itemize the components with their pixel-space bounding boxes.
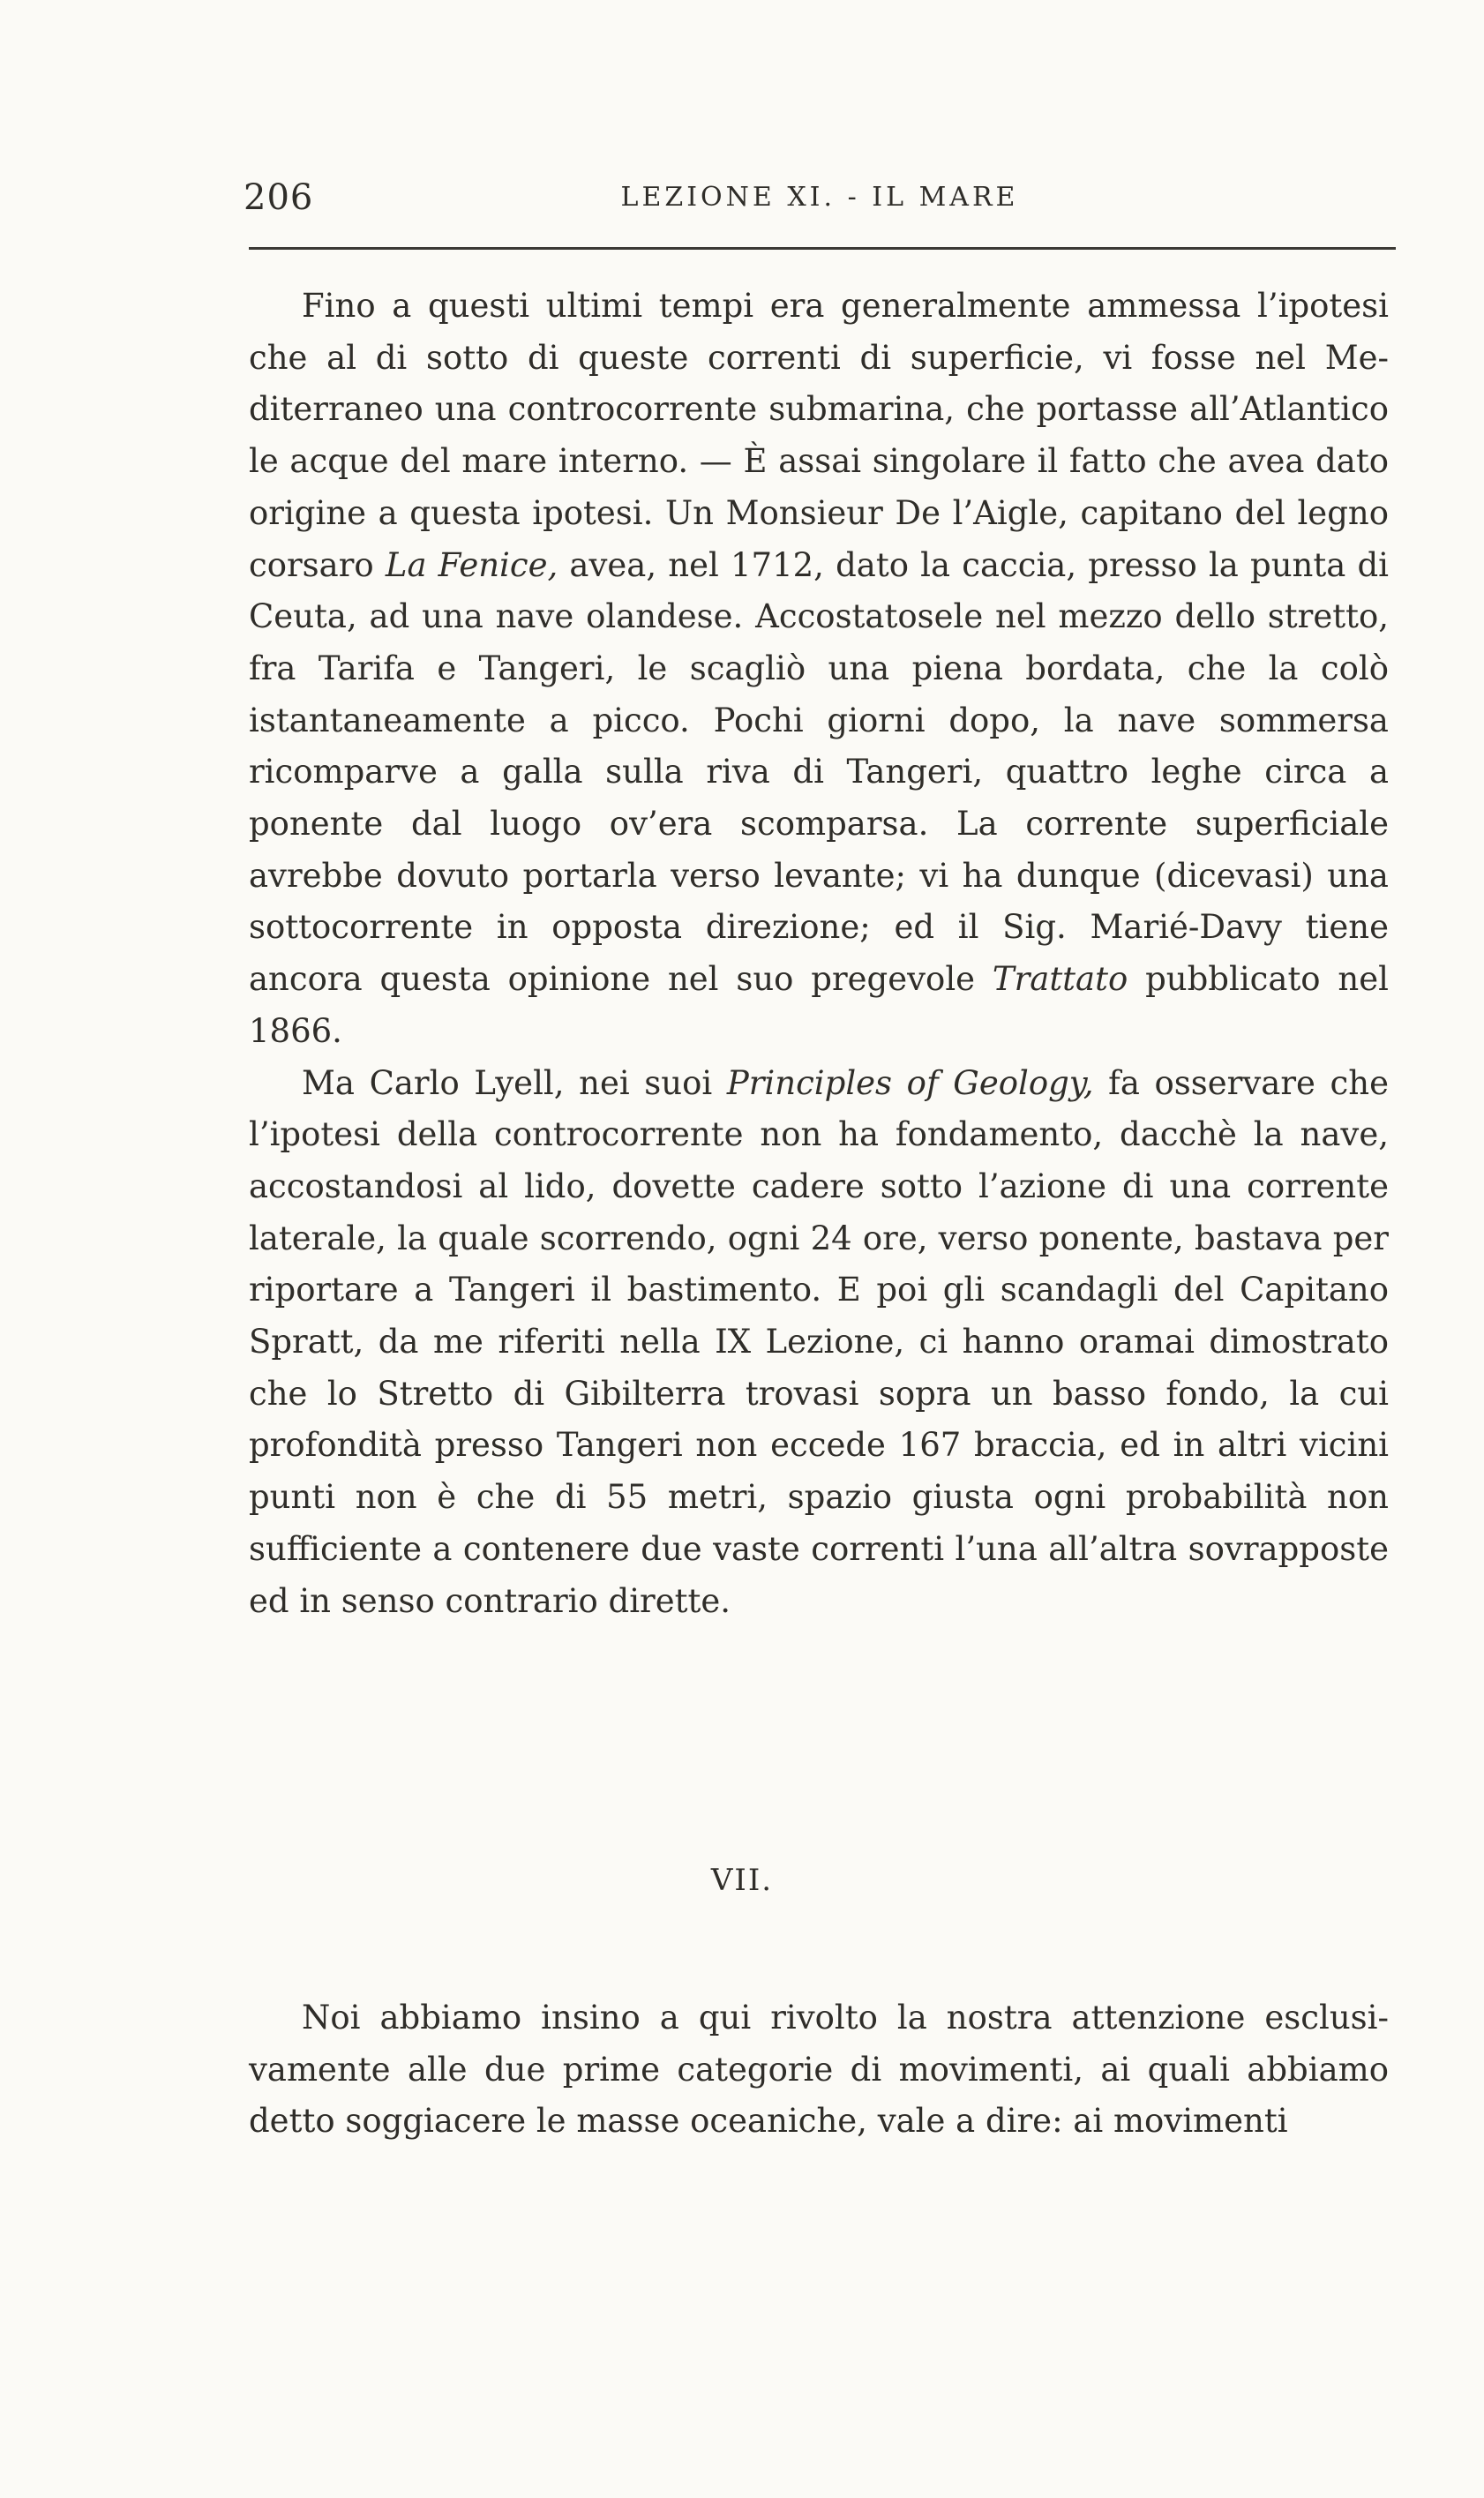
page-header: [244, 175, 1396, 228]
paragraph-1-text-2: avea, nel 1712, dato la caccia, presso la punta di Ceuta, ad una nave olandese. Accostatosele nel mezzo dello stretto, fra Tarifa e Tangeri, le scagliò una piena bordata, che la colò istantaneamente a picco. Pochi giorni dopo, la nave sommersa ricomparve a galla sulla riva di Tangeri, quattro leghe circa a ponente dal luogo ov’era scomparsa. La corrente superficiale avrebbe dovuto portarla verso levante; vi ha dunque (dicevasi) una sottocorrente in opposta direzione; ed il Sig. Marié-Davy tiene ancora questa opinione nel suo pregevole: [249, 545, 1389, 999]
header-rule: [249, 247, 1396, 250]
book-title-principles: Principles of Geology,: [726, 1063, 1094, 1102]
running-head: LEZIONE XI. - IL MARE: [620, 182, 1019, 213]
section-heading: VII.: [710, 1863, 774, 1898]
page-number: 206: [244, 177, 314, 218]
paragraph-3: Noi abbiamo insino a qui rivolto la nostra attenzione esclusivamente alle due prime categorie di movimenti, ai quali abbiamo detto soggiacere le masse oceaniche, vale a dire: ai movimenti: [249, 1999, 1389, 2141]
paragraph-2-text-2: fa osservare che l’ipotesi della controcorrente non ha fondamento, dacchè la nave, accostandosi al lido, dovette cadere sotto l’azione di una corrente laterale, la quale scorrendo, ogni 24 ore, verso ponente, bastava per riportare a Tangeri il bastimento. E poi gli scandagli del Capitano Spratt, da me riferiti nella IX Lezione, ci hanno oramai dimostrato che lo Stretto di Gibilterra trovasi sopra un basso fondo, la cui profondità presso Tangeri non eccede 167 braccia, ed in altri vicini punti non è che di 55 metri, spazio giusta ogni probabilità non sufficiente a contenere due vaste correnti l’una all’altra sovrapposte ed in senso contrario dirette.: [249, 1063, 1389, 1620]
paragraph-2: [249, 1058, 1389, 1628]
body-text: [249, 281, 1389, 1627]
book-title-trattato: Trattato: [992, 960, 1128, 999]
paragraph-1-text-3: pubblicato nel 1866.: [249, 960, 1389, 1050]
paragraph-1-text-1: Fino a questi ultimi tempi era generalmente ammessa l’ipotesi che al di sotto di queste correnti di superficie, vi fosse nel Mediterraneo una controcorrente submarina, che portasse all’Atlantico le acque del mare interno. — È assai singolare il fatto che avea dato origine a questa ipotesi. Un Monsieur De l’Aigle, capitano del legno corsaro: [249, 287, 1389, 584]
paragraph-1: [249, 281, 1389, 1058]
body-text-section-vii: [249, 1992, 1389, 2148]
ship-name: La Fenice,: [385, 545, 558, 584]
paragraph-2-text-1: Ma Carlo Lyell, nei suoi: [302, 1063, 727, 1102]
